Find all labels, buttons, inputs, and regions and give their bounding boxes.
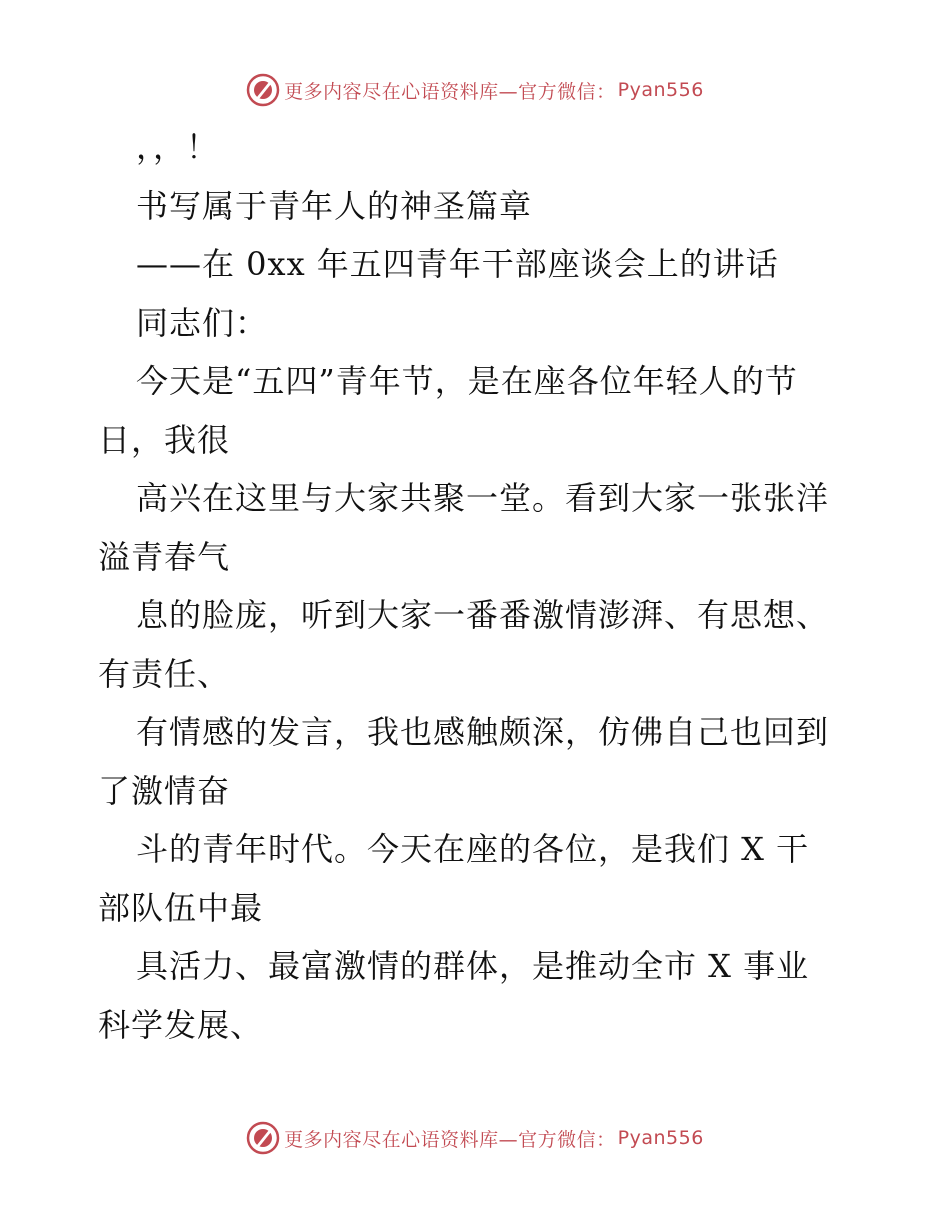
header-watermark [0, 70, 950, 110]
paragraph-line: 今天是“五四”青年节，是在座各位年轻人的节 [136, 362, 798, 400]
paragraph-line: 部队伍中最 [98, 888, 264, 927]
document-body [98, 118, 858, 1054]
paragraph-line: 科学发展、 [98, 1005, 264, 1044]
paragraph-line: 溢青春气 [98, 537, 231, 576]
watermark-text: 更多内容尽在心语资料库—官方微信： [284, 1128, 616, 1151]
paragraph-line: 有情感的发言，我也感触颇深，仿佛自己也回到 [136, 713, 830, 751]
salutation: 同志们： [136, 303, 269, 342]
paragraph-line: 了激情奋 [98, 771, 231, 810]
paragraph-line: 斗的青年时代。今天在座的各位，是我们 X 干 [136, 830, 810, 868]
pen-logo-icon [246, 1121, 280, 1155]
paragraph-line: 高兴在这里与大家共聚一堂。看到大家一张张洋 [136, 479, 830, 517]
pen-logo-icon [246, 73, 280, 107]
paragraph-line: 日，我很 [98, 420, 231, 459]
footer-watermark [0, 1118, 950, 1158]
document-subtitle: ——在 0xx 年五四青年干部座谈会上的讲话 [136, 245, 779, 283]
paragraph-line: 息的脸庞，听到大家一番番激情澎湃、有思想、 [136, 596, 830, 634]
paragraph-line: 有责任、 [98, 654, 231, 693]
paragraph-line: 具活力、最富激情的群体，是推动全市 X 事业 [136, 947, 810, 985]
watermark-text: 更多内容尽在心语资料库—官方微信： [284, 80, 616, 103]
text-line: ，，！ [136, 128, 220, 166]
watermark-handle: Pyan556 [617, 79, 704, 101]
document-title: 书写属于青年人的神圣篇章 [136, 186, 533, 225]
watermark-handle: Pyan556 [617, 1127, 704, 1149]
